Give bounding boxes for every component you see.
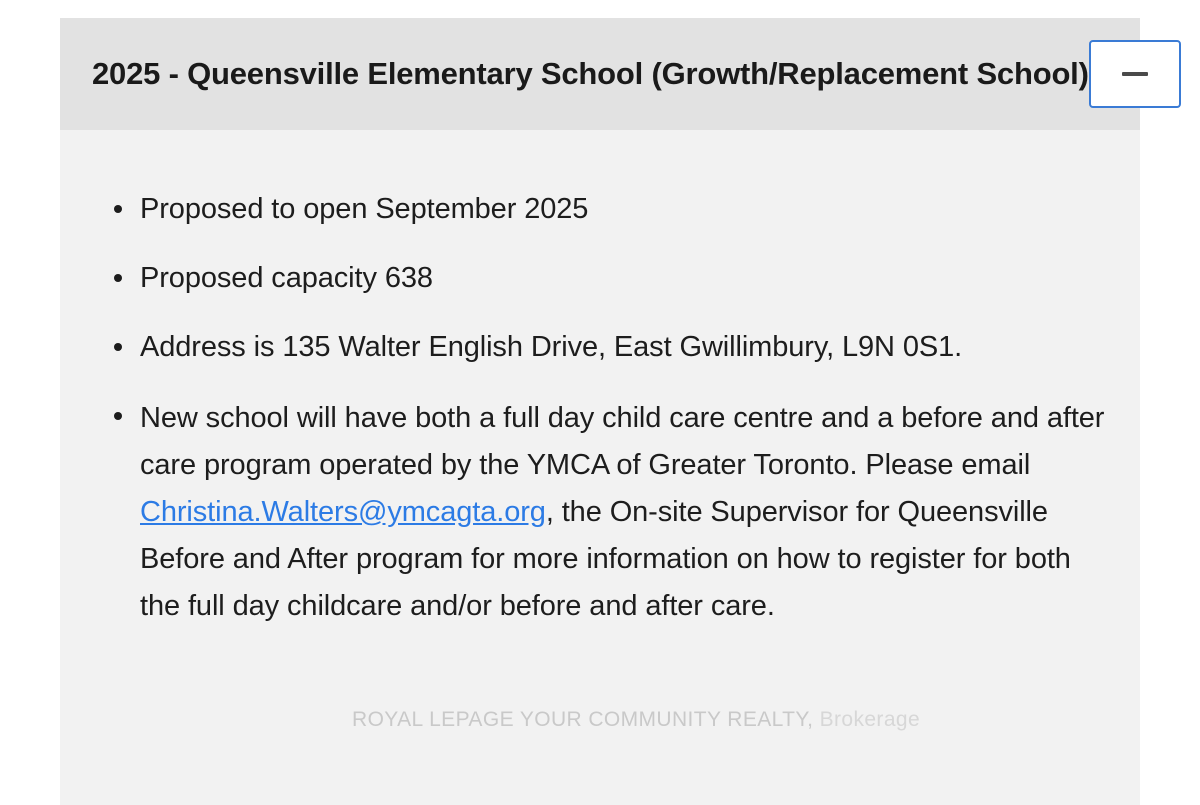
list-item: [92, 188, 1110, 231]
collapse-toggle-button[interactable]: [1089, 40, 1181, 108]
email-link[interactable]: Christina.Walters@ymcagta.org: [140, 495, 546, 528]
list-item: [92, 395, 1110, 630]
list-item-text: Proposed capacity 638: [140, 261, 433, 294]
watermark-main: ROYAL LEPAGE YOUR COMMUNITY REALTY,: [352, 708, 814, 731]
panel-header: [60, 18, 1140, 130]
list-item-text-after: , the On-site Supervisor for Queensville Before and After program for more information on how to register for both the full day childcare and/or before and after care.: [140, 495, 1071, 622]
list-item-text: Proposed to open September 2025: [140, 193, 589, 225]
list-item-text-before: New school will have both a full day child care centre and a before and after care program operated by the YMCA of Greater Toronto. Please email: [140, 401, 1105, 481]
minus-icon: [1122, 72, 1148, 76]
list-item: [92, 257, 1110, 300]
watermark-suffix: Brokerage: [813, 708, 921, 731]
school-info-panel: [60, 18, 1140, 805]
list-item-text: Address is 135 Walter English Drive, East Gwillimbury, L9N 0S1.: [140, 330, 963, 363]
details-list: [92, 188, 1110, 630]
panel-body: [60, 130, 1140, 630]
list-item: [92, 326, 1110, 369]
page-title: 2025 - Queensville Elementary School (Growth/Replacement School): [92, 56, 1089, 92]
